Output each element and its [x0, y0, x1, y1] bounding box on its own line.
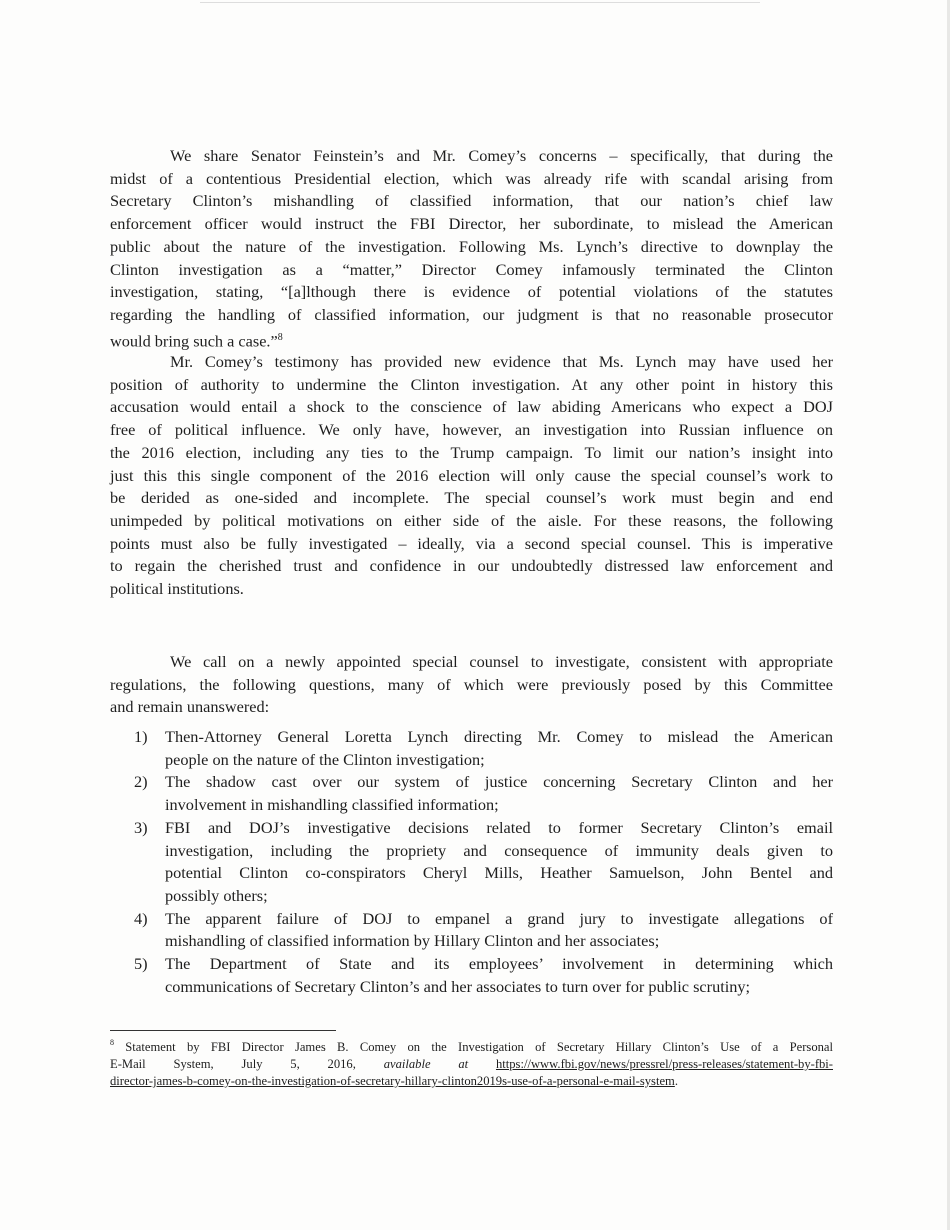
paragraph-line	[110, 696, 833, 719]
list-number: 5)	[134, 954, 148, 974]
footnote-line	[110, 1056, 833, 1073]
footnote-available-at: available at	[383, 1057, 469, 1071]
paragraph-line	[110, 327, 833, 353]
line-text: political institutions.	[110, 579, 244, 599]
footnote-line	[110, 1073, 833, 1090]
paragraph-line	[110, 555, 833, 578]
line-text: Secretary Clinton’s mishandling of classified information, that our nation’s chief law	[110, 191, 833, 211]
list-item-line: The shadow cast over our system of justice concerning Secretary Clinton and her	[165, 772, 833, 792]
line-text: regarding the handling of classified information, our judgment is that no reasonable prosecutor	[110, 304, 833, 324]
line-text: We call on a newly appointed special counsel to investigate, consistent with appropriate	[170, 652, 833, 671]
paragraph-line	[110, 651, 833, 674]
footnote-link[interactable]: director-james-b-comey-on-the-investigation-of-secretary-hillary-clinton2019s-use-of-a-personal-e-mail-system	[110, 1074, 675, 1088]
list-item-line: mishandling of classified information by Hillary Clinton and her associates;	[165, 931, 660, 951]
line-text: regulations, the following questions, many of which were previously posed by this Committee	[110, 674, 833, 694]
line-text: unimpeded by political motivations on either side of the aisle. For these reasons, the following	[110, 510, 833, 530]
list-item-line: The apparent failure of DOJ to empanel a grand jury to investigate allegations of	[165, 908, 833, 928]
paragraph-line	[110, 578, 833, 601]
paragraph-line	[110, 213, 833, 236]
paragraph-3	[110, 651, 833, 719]
footnote-reference: 8	[277, 331, 283, 343]
list-item	[110, 726, 833, 771]
line-text: position of authority to undermine the Clinton investigation. At any other point in history this	[110, 374, 833, 394]
line-text: the 2016 election, including any ties to the Trump campaign. To limit our nation’s insight into	[110, 442, 833, 462]
paragraph-line	[110, 419, 833, 442]
footnote-divider	[110, 1030, 336, 1031]
list-item-line: investigation, including the propriety and consequence of immunity deals given to	[165, 840, 833, 860]
line-text: public about the nature of the investigation. Following Ms. Lynch’s directive to downplay the	[110, 236, 833, 256]
line-text: be derided as one-sided and incomplete. The special counsel’s work must begin and end	[110, 488, 833, 508]
list-item-line: potential Clinton co-conspirators Cheryl Mills, Heather Samuelson, John Bentel and	[165, 863, 833, 883]
list-item	[110, 817, 833, 908]
list-item-line: The Department of State and its employees’ involvement in determining which	[165, 954, 833, 974]
line-text: We share Senator Feinstein’s and Mr. Comey’s concerns – specifically, that during the	[170, 146, 833, 165]
list-item	[110, 771, 833, 816]
footnote	[110, 1039, 833, 1090]
scan-edge	[200, 2, 760, 3]
list-item	[110, 908, 833, 953]
list-number: 1)	[134, 727, 148, 746]
line-text: to regain the cherished trust and confidence in our undoubtedly distressed law enforcement and	[110, 556, 833, 576]
paragraph-1	[110, 145, 833, 353]
paragraph-line	[110, 259, 833, 282]
list-number: 3)	[134, 817, 148, 837]
paragraph-line	[110, 487, 833, 510]
list-item-line: communications of Secretary Clinton’s and her associates to turn over for public scrutiny;	[165, 976, 751, 996]
paragraph-line	[110, 351, 833, 374]
footnote-line	[110, 1039, 833, 1056]
list-item-line: FBI and DOJ’s investigative decisions related to former Secretary Clinton’s email	[165, 817, 833, 837]
list-item	[110, 953, 833, 998]
line-text: enforcement officer would instruct the FBI Director, her subordinate, to mislead the American	[110, 214, 833, 234]
line-text: just this this single component of the 2016 election will only cause the special counsel’s work to	[110, 465, 833, 485]
paragraph-line	[110, 281, 833, 304]
paragraph-line	[110, 145, 833, 168]
paragraph-line	[110, 374, 833, 397]
list-number: 2)	[134, 772, 148, 792]
paragraph-line	[110, 236, 833, 259]
line-text: Mr. Comey’s testimony has provided new evidence that Ms. Lynch may have used her	[170, 352, 833, 371]
line-text: would bring such a case.”	[110, 331, 278, 351]
line-text: midst of a contentious Presidential election, which was already rife with scandal arising from	[110, 168, 833, 188]
paragraph-line	[110, 304, 833, 327]
list-item-line: people on the nature of the Clinton investigation;	[165, 749, 485, 769]
footnote-text: Statement by FBI Director James B. Comey on the Investigation of Secretary Hillary Clinton’s Use of a Personal	[125, 1040, 834, 1054]
footnote-period: .	[674, 1074, 678, 1088]
line-text: and remain unanswered:	[110, 697, 270, 717]
paragraph-2	[110, 351, 833, 601]
line-text: Clinton investigation as a “matter,” Director Comey infamously terminated the Clinton	[110, 259, 833, 279]
line-text: points must also be fully investigated – ideally, via a second special counsel. This is imperative	[110, 533, 833, 553]
paragraph-line	[110, 510, 833, 533]
line-text: investigation, stating, “[a]lthough there is evidence of potential violations of the statutes	[110, 282, 833, 302]
line-text: accusation would entail a shock to the conscience of law abiding Americans who expect a DOJ	[110, 397, 833, 417]
list-number: 4)	[134, 908, 148, 928]
list-item-line: involvement in mishandling classified information;	[165, 795, 499, 815]
numbered-list	[110, 726, 833, 998]
paragraph-line	[110, 533, 833, 556]
footnote-number: 8	[110, 1038, 114, 1047]
line-text: free of political influence. We only have, however, an investigation into Russian influence on	[110, 420, 833, 440]
paragraph-line	[110, 442, 833, 465]
footnote-link[interactable]: https://www.fbi.gov/news/pressrel/press-releases/statement-by-fbi-	[495, 1057, 833, 1071]
paragraph-line	[110, 674, 833, 697]
paragraph-line	[110, 396, 833, 419]
paragraph-line	[110, 190, 833, 213]
paragraph-line	[110, 465, 833, 488]
footnote-text: E-Mail System, July 5, 2016,	[110, 1057, 384, 1071]
paragraph-line	[110, 168, 833, 191]
list-item-line: possibly others;	[165, 885, 268, 905]
list-item-line: Then-Attorney General Loretta Lynch directing Mr. Comey to mislead the American	[165, 727, 833, 746]
